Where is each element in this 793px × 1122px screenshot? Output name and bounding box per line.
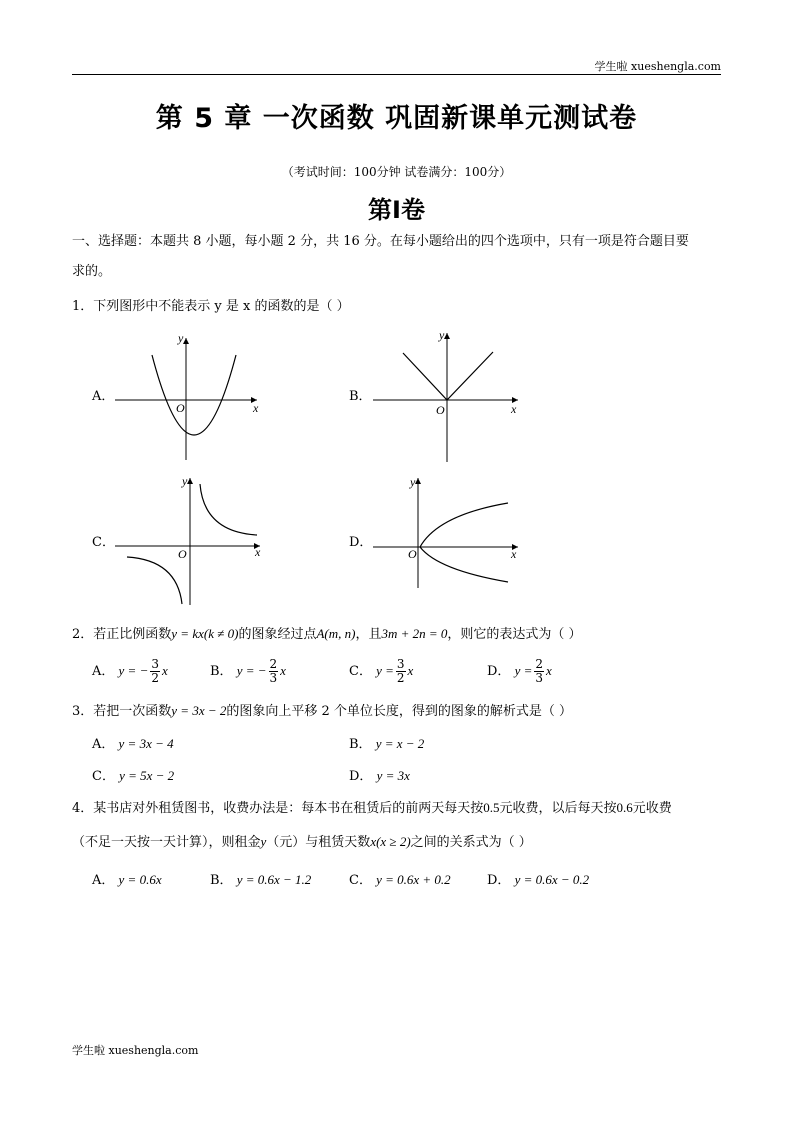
q2-stem-d: ，则它的表达式为（ ） [447, 627, 582, 642]
q2-stem-b: 的图象经过点 [238, 627, 317, 642]
option-text: y = 0.6x − 1.2 [236, 872, 312, 887]
option-label: A． [92, 664, 115, 679]
q1-label-c: C． [92, 535, 115, 550]
q3-option-c [92, 765, 174, 784]
fraction [269, 658, 279, 685]
q4-line1-c: 元收费 [632, 801, 672, 816]
numerator: 3 [151, 657, 159, 671]
page-title: 第 5 章 一次函数 巩固新课单元测试卷 [155, 103, 638, 134]
q4-var-x: x(x ≥ 2) [370, 834, 411, 849]
sideways-parabola [420, 503, 508, 582]
option-text: y = 3x [376, 768, 410, 783]
q3-option-a [92, 733, 174, 752]
denominator: 3 [269, 671, 278, 685]
q1-graph-b [368, 325, 528, 465]
x-label: x [511, 402, 517, 416]
option-text: y = 5x − 2 [119, 768, 175, 783]
origin-label: O [176, 401, 185, 415]
q3-stem-b: 的图象向上平移 2 个单位长度，得到的图象的解析式是（ ） [226, 704, 573, 719]
q2-option-d [487, 658, 552, 685]
x-label: x [255, 545, 261, 559]
instructions-line-1: 一、选择题：本题共 8 小题，每小题 2 分，共 16 分。在每小题给出的四个选项中，只有一项是符合题目要 [72, 234, 689, 249]
option-post: x [280, 663, 286, 678]
q2-stem-c: ，且 [355, 627, 382, 642]
denominator: 3 [535, 671, 544, 685]
option-label: B． [349, 737, 372, 752]
q4-option-b [210, 869, 311, 888]
exam-info: （考试时间：100分钟 试卷满分：100分） [281, 165, 512, 179]
option-post: x [162, 663, 168, 678]
fraction [396, 658, 406, 685]
header-site: 学生啦 xueshengla.com [594, 60, 721, 73]
q1-graph-d [368, 470, 528, 595]
option-post: x [546, 663, 552, 678]
y-label: y [178, 331, 184, 345]
q3-expr: y = 3x − 2 [171, 703, 227, 718]
q4-line-1 [72, 794, 724, 823]
option-label: D． [487, 664, 511, 679]
denominator: 2 [151, 671, 159, 685]
q2-cond: 3m + 2n = 0 [381, 626, 448, 641]
instructions-line-2: 求的。 [72, 264, 112, 279]
y-arrow [444, 333, 450, 339]
q1-graph-a [112, 330, 267, 465]
hyperbola-branch-1 [200, 484, 257, 535]
q3-option-d [349, 765, 410, 784]
origin-label: O [436, 403, 445, 417]
option-text: y = x − 2 [375, 736, 425, 751]
option-label: C． [349, 873, 372, 888]
option-text: y = 3x − 4 [118, 736, 174, 751]
q1-graph-c [112, 472, 267, 607]
y-label: y [439, 328, 445, 342]
y-arrow [183, 338, 189, 344]
option-text: y = 0.6x + 0.2 [376, 872, 451, 887]
x-label: x [253, 401, 259, 415]
header-rule [72, 74, 721, 75]
q1-stem: 1．下列图形中不能表示 y 是 x 的函数的是（ ） [72, 299, 350, 314]
denominator: 2 [396, 671, 405, 685]
q4-var-y: y [260, 834, 267, 849]
q1-label-a: A． [92, 389, 115, 404]
q3-stem [72, 697, 724, 726]
option-pre: y = [376, 663, 394, 678]
q4-option-a [92, 869, 162, 888]
q4-option-c [349, 869, 451, 888]
q4-line2-b: （元）与租赁天数 [266, 835, 371, 850]
q1-label-b: B． [349, 389, 372, 404]
option-pre: y = [514, 663, 533, 678]
fraction [150, 658, 160, 685]
q2-option-c [349, 658, 413, 685]
option-post: x [407, 663, 414, 678]
q4-value-1: 0.5 [483, 800, 500, 815]
option-label: C． [92, 769, 115, 784]
option-label: C． [349, 664, 372, 679]
option-pre: y = − [236, 663, 267, 678]
q2-point: A(m, n) [316, 626, 356, 641]
q4-line2-c: 之间的关系式为（ ） [410, 835, 532, 850]
q3-option-b [349, 733, 424, 752]
q4-value-2: 0.6 [616, 800, 633, 815]
option-label: D． [487, 873, 511, 888]
fraction [534, 658, 544, 685]
q4-option-d [487, 869, 589, 888]
origin-label: O [408, 547, 417, 561]
option-label: A． [92, 873, 115, 888]
y-label: y [410, 475, 416, 489]
q4-line1-a: 4．某书店对外租赁图书，收费办法是：每本书在租赁后的前两天每天按 [72, 801, 484, 816]
q4-line1-b: 元收费，以后每天按 [499, 801, 617, 816]
q3-stem-a: 3．若把一次函数 [72, 704, 172, 719]
q2-expr: y = kx(k ≠ 0) [171, 626, 239, 641]
option-pre: y = − [118, 663, 149, 678]
q4-line2-a: （不足一天按一天计算），则租金 [72, 835, 261, 850]
option-text: y = 0.6x − 0.2 [514, 872, 590, 887]
y-label: y [182, 474, 188, 488]
q2-option-b [210, 658, 286, 685]
numerator: 2 [269, 657, 278, 671]
x-label: x [511, 547, 517, 561]
q2-option-a [92, 658, 168, 685]
option-label: A． [92, 737, 115, 752]
option-label: B． [210, 664, 233, 679]
parabola-curve [152, 355, 236, 435]
y-arrow [187, 478, 193, 484]
hyperbola-branch-2 [127, 557, 182, 604]
numerator: 3 [396, 657, 405, 671]
y-arrow [415, 478, 421, 484]
q2-stem [72, 620, 724, 649]
option-text: y = 0.6x [118, 872, 162, 887]
section-title: 第Ⅰ卷 [368, 196, 425, 224]
q2-stem-a: 2．若正比例函数 [72, 627, 172, 642]
origin-label: O [178, 547, 187, 561]
option-label: B． [210, 873, 233, 888]
v-curve [403, 352, 493, 400]
numerator: 2 [535, 657, 544, 671]
q1-label-d: D． [349, 535, 373, 550]
footer-site: 学生啦 xueshengla.com [72, 1044, 199, 1057]
q4-line-2 [72, 828, 724, 857]
option-label: D． [349, 769, 373, 784]
